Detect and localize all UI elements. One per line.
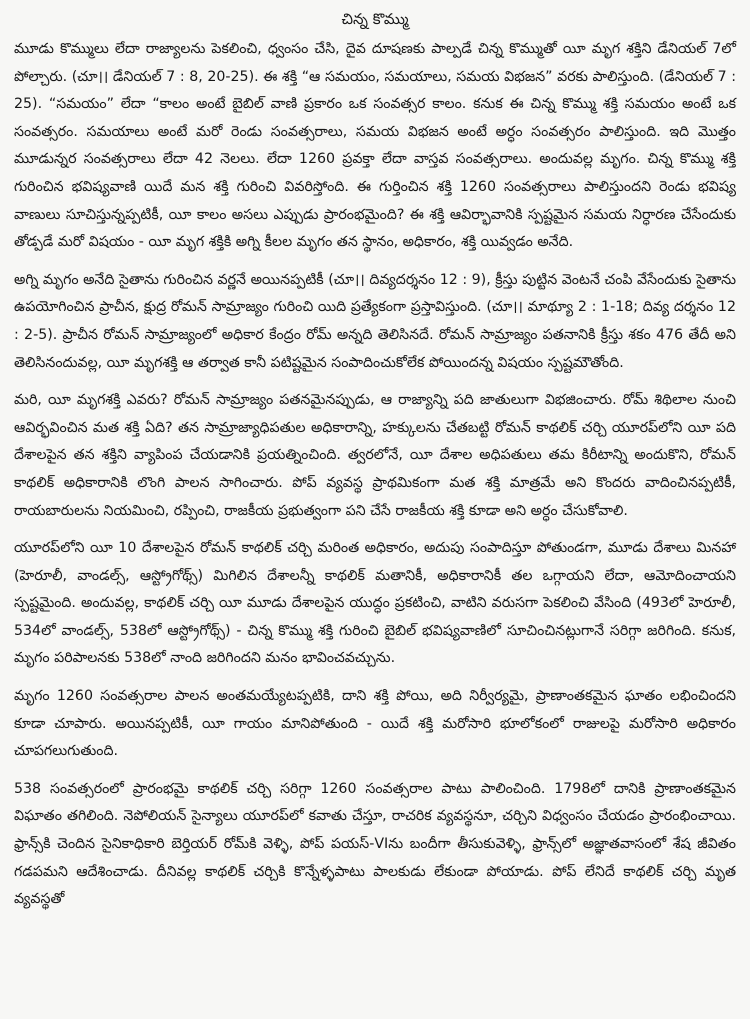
paragraph-ten-nations: యూరప్‌లోని యీ 10 దేశాలపైన రోమన్ కాథలిక్ చర్చి మరింత అధికారం, అదుపు సంపాదిస్తూ పోతుండగా, మూడు దేశాలు మినహా (హెరూలీ, వాండల్స్, ఆస్ట్రోగోథ్స్) మిగిలిన దేశాలన్నీ కాథలిక్ మతానికీ, అధికారానికీ తల ఒగ్గాయని లేదా, ఆమోదించాయని స్పష్టమైంది. అందువల్ల, కాథలిక్ చర్చి యీ మూడు దేశాలపైన యుద్ధం ప్రకటించి, వాటిని వరుసగా పెకలించి వేసింది (493లో హెరూలీ, 534లో వాండల్స్, 538లో ఆస్ట్రోగోథ్స్) - చిన్న కొమ్ము శక్తి గురించి బైబిల్ భవిష్యవాణిలో సూచించినట్లుగానే సరిగ్గా జరిగింది. కనుక, మృగం పరిపాలనకు 538లో నాంది జరిగిందని మనం భావించవచ్చును. — [14, 540, 736, 667]
paragraph-1798-napoleon: 538 సంవత్సరంలో ప్రారంభమై కాథలిక్ చర్చి సరిగ్గా 1260 సంవత్సరాల పాటు పాలించింది. 1798లో దానికి ప్రాణాంతకమైన విఘాతం తగిలింది. నెపోలియన్ సైన్యాలు యూరప్‌లో కవాతు చేస్తూ, రాచరిక వ్యవస్థనూ, చర్చిని విధ్వంసం చేయడం ప్రారంభించాయి. ఫ్రాన్స్‌కి చెందిన సైనికాధికారి బెర్తియర్ రోమ్‌కి వెళ్ళి, పోప్ పయస్-VIను బందీగా తీసుకువెళ్ళి, ఫ్రాన్స్‌లో అజ్ఞాతవాసంలో శేష జీవితం గడపమని ఆదేశించాడు. దీనివల్ల కాథలిక్ చర్చికి కొన్నేళ్ళపాటు పాలకుడు లేకుండా పోయాడు. పోప్ లేనిదే కాథలిక్ చర్చి మృత వ్యవస్థతో — [14, 780, 736, 908]
page-title: చిన్న కొమ్ము — [341, 10, 409, 28]
paragraph-dragon-rome: అగ్ని మృగం అనేది సైతాను గురించిన వర్ణనే అయినప్పటికీ (చూ।। దివ్యదర్శనం 12 : 9), క్రీస్తు పుట్టిన వెంటనే చంపి వేసేందుకు సైతాను ఉపయోగించిన ప్రాచీన, క్షుద్ర రోమన్ సామ్రాజ్యం గురించి యిది ప్రత్యేకంగా ప్రస్తావిస్తుంది. (చూ।। మాథ్యూ 2 : 1-18; దివ్య దర్శనం 12 : 2-5). ప్రాచీన రోమన్ సామ్రాజ్యంలో అధికార కేంద్రం రోమ్ అన్నది తెలిసినదే. రోమన్ సామ్రాజ్యం పతనానికి క్రీస్తు శకం 476 తేదీ అని తెలిసినందువల్ల, యీ మృగశక్తి ఆ తర్వాత కానీ పటిష్టమైన సంపాదించుకోలేక పోయిందన్న విషయం స్పష్టమౌతోంది. — [14, 271, 736, 371]
paragraph-deadly-wound: మృగం 1260 సంవత్సరాల పాలన అంతమయ్యేటప్పటికి, దాని శక్తి పోయి, అది నిర్వీర్యమై, ప్రాణాంతకమైన ఘాతం లభించిందని కూడా చూపారు. అయినప్పటికీ, యీ గాయం మానిపోతుంది - యిదే శక్తి మరోసారి భూలోకంలో రాజులపై మరోసారి అధికారం చూపగలుగుతుంది. — [14, 688, 736, 760]
paragraph-beast-identity: మరి, యీ మృగశక్తి ఎవరు? రోమన్ సామ్రాజ్యం పతనమైనప్పుడు, ఆ రాజ్యాన్ని పది జాతులుగా విభజించారు. రోమ్ శిథిలాల నుంచి ఆవిర్భవించిన మత శక్తి ఏది? తన సామ్రాజ్యాధిపతుల అధికారాన్ని, హక్కులను చేతబట్టి రోమన్ కాథలిక్ చర్చి యూరప్‌లోని యీ పది దేశాలపైన తన శక్తిని వ్యాపింప చేయడానికి ప్రయత్నించింది. త్వరలోనే, యీ దేశాల అధిపతులు తమ కిరీటాన్ని అందుకొని, రోమన్ కాథలిక్ అధికారానికి లొంగి పాలన సాగించారు. పోప్ వ్యవస్థ ప్రాథమికంగా మత శక్తి మాత్రమే అని కొందరు వాదించినప్పటికీ, రాయబారులను నియమించి, రప్పించి, రాజకీయ ప్రభుత్వంగా పని చేసే రాజకీయ శక్తి కూడా అని అర్ధం చేసుకోవాలి. — [14, 392, 736, 519]
paragraph-little-horn-intro: మూడు కొమ్ములు లేదా రాజ్యాలను పెకలించి, ధ్వంసం చేసి, దైవ దూషణకు పాల్పడే చిన్న కొమ్ముతో యీ మృగ శక్తిని డేనియల్ 7లో పోల్చారు. (చూ।। డేనియల్ 7 : 8, 20-25). ఈ శక్తి “ఆ సమయం, సమయాలు, సమయ విభజన” వరకు పాలిస్తుంది. (డేనియల్ 7 : 25). “సమయం” లేదా “కాలం అంటే బైబిల్ వాణి ప్రకారం ఒక సంవత్సర కాలం. కనుక ఈ చిన్న కొమ్ము శక్తి సమయం అంటే ఒక సంవత్సరం. సమయాలు అంటే మరో రెండు సంవత్సరాలు, సమయ విభజన అంటే అర్ధం సంవత్సరం పాలిస్తుంది. ఇది మొత్తం మూడున్నర సంవత్సరాలు లేదా 42 నెలలు. లేదా 1260 ప్రవక్తా లేదా వాస్తవ సంవత్సరాలు. అందువల్ల మృగం. చిన్న కొమ్ము శక్తి గురించిన భవిష్యవాణి యిదే మన శక్తి గురించి వివరిస్తోంది. ఈ గుర్తించిన శక్తి 1260 సంవత్సరాలు పాలిస్తుందని రెండు భవిష్య వాణులు సూచిస్తున్నప్పటికీ, యీ కాలం అసలు ఎప్పుడు ప్రారంభమైంది? ఈ శక్తి ఆవిర్భావానికి స్పష్టమైన సమయ నిర్ధారణ చేసేందుకు తోడ్పడే మరో విషయం - యీ మృగ శక్తికి అగ్ని కీలల మృగం తన స్థానం, అధికారం, శక్తి యివ్వడం అనేది. — [14, 41, 736, 251]
